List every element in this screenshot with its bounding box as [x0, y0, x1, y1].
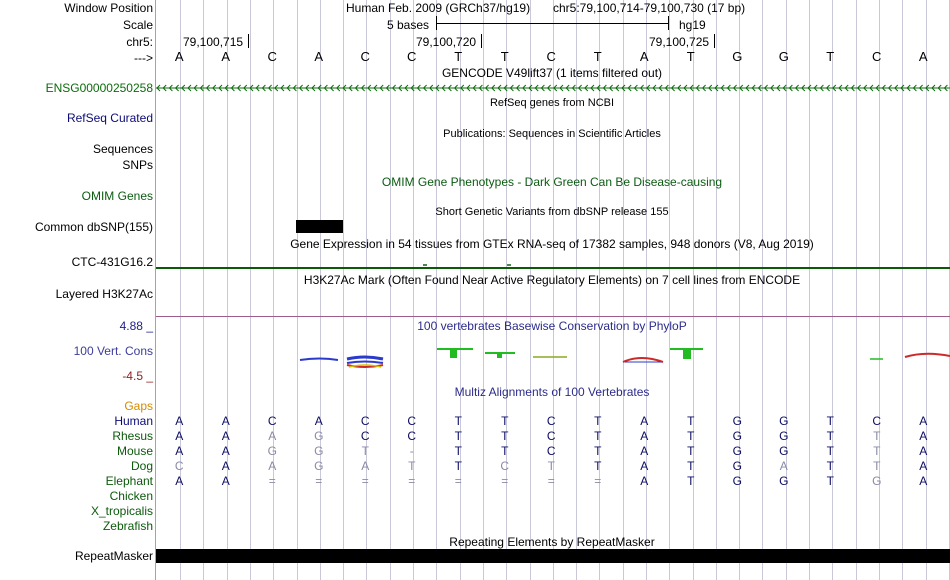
- cons-track-title: 100 vertebrates Basewise Conservation by PhyloP: [417, 319, 687, 333]
- cons-track-label[interactable]: 100 Vert. Cons: [73, 344, 153, 358]
- gtex-mark: [507, 264, 511, 266]
- scale-bar-right: [668, 16, 669, 30]
- aligned-base: G: [732, 414, 742, 428]
- aligned-base: A: [175, 429, 184, 443]
- aligned-base: A: [221, 474, 230, 488]
- sequence-base: T: [500, 49, 509, 64]
- aligned-base: T: [826, 474, 834, 488]
- gencode-track-title: GENCODE V49lift37 (1 items filtered out): [441, 66, 663, 80]
- repeatmasker-element[interactable]: [156, 549, 950, 563]
- sequence-base: T: [826, 49, 835, 64]
- gtex-track-title: Gene Expression in 54 tissues from GTEx RNA-seq of 17382 samples, 948 donors (V8, Aug 2019): [290, 237, 814, 251]
- chrom-label: chr5:: [126, 35, 153, 49]
- dbsnp-track-title: Short Genetic Variants from dbSNP release 155: [435, 206, 669, 218]
- pubs-sequences-label[interactable]: Sequences: [92, 142, 153, 156]
- aligned-base: A: [268, 429, 277, 443]
- position-text: chr5:79,100,714-79,100,730 (17 bp): [553, 1, 746, 15]
- tick-label-1: 79,100,715: [183, 35, 244, 49]
- tick-mark-1: [248, 34, 249, 48]
- sequence-base: A: [221, 49, 231, 64]
- gencode-item-label[interactable]: ENSG00000250258: [45, 81, 153, 95]
- aligned-base: C: [546, 444, 556, 458]
- aligned-base: G: [314, 429, 324, 443]
- aligned-base: A: [640, 429, 649, 443]
- aligned-base: C: [360, 414, 370, 428]
- sequence-base: A: [314, 49, 324, 64]
- aligned-base: A: [640, 474, 649, 488]
- aligned-base: T: [501, 429, 509, 443]
- tick-label-3: 79,100,725: [649, 35, 710, 49]
- aligned-base: =: [268, 474, 276, 488]
- aligned-base: T: [826, 414, 834, 428]
- aligned-base: A: [919, 474, 928, 488]
- aligned-base: -: [409, 444, 414, 458]
- omim-track-title: OMIM Gene Phenotypes - Dark Green Can Be Disease-causing: [381, 175, 723, 189]
- repeatmasker-track-title: Repeating Elements by RepeatMasker: [449, 535, 655, 549]
- omim-track-label[interactable]: OMIM Genes: [81, 189, 153, 203]
- species-label[interactable]: Mouse: [116, 444, 153, 458]
- aligned-base: =: [315, 474, 323, 488]
- aligned-base: C: [407, 429, 417, 443]
- aligned-base: C: [546, 414, 556, 428]
- scale-db: hg19: [679, 18, 706, 32]
- multiz-track-title: Multiz Alignments of 100 Vertebrates: [454, 385, 650, 399]
- h3k27ac-track-title: H3K27Ac Mark (Often Found Near Active Regulatory Elements) on 7 cell lines from ENCODE: [303, 273, 801, 287]
- aligned-base: =: [408, 474, 416, 488]
- species-label[interactable]: Chicken: [109, 489, 153, 503]
- aligned-base: G: [779, 414, 789, 428]
- aligned-base: G: [732, 429, 742, 443]
- gencode-gene-feature[interactable]: [155, 82, 950, 94]
- aligned-base: C: [267, 414, 277, 428]
- aligned-base: A: [175, 444, 184, 458]
- pubs-track-title: Publications: Sequences in Scientific Articles: [443, 128, 661, 140]
- aligned-base: =: [547, 474, 555, 488]
- refseq-track-title: RefSeq genes from NCBI: [489, 97, 615, 109]
- sequence-base: T: [686, 49, 695, 64]
- species-label[interactable]: Zebrafish: [102, 519, 153, 533]
- sequence-base: A: [639, 49, 649, 64]
- scale-bar: [436, 23, 669, 24]
- species-label[interactable]: X_tropicalis: [90, 504, 153, 518]
- aligned-base: G: [779, 429, 789, 443]
- aligned-base: T: [594, 444, 602, 458]
- sequence-base: C: [267, 49, 277, 64]
- aligned-base: T: [454, 459, 462, 473]
- aligned-base: C: [174, 459, 184, 473]
- aligned-base: A: [221, 429, 230, 443]
- gtex-gene-bar[interactable]: [155, 267, 950, 269]
- aligned-base: T: [826, 444, 834, 458]
- aligned-base: G: [732, 444, 742, 458]
- aligned-base: A: [221, 444, 230, 458]
- sequence-base: T: [454, 49, 463, 64]
- aligned-base: A: [640, 414, 649, 428]
- aligned-base: T: [501, 444, 509, 458]
- sequence-base: G: [778, 49, 789, 64]
- assembly-text: Human Feb. 2009 (GRCh37/hg19): [346, 1, 531, 15]
- scale-label: Scale: [122, 18, 153, 32]
- refseq-track-label[interactable]: RefSeq Curated: [66, 111, 153, 125]
- aligned-base: C: [500, 459, 510, 473]
- aligned-base: T: [361, 444, 369, 458]
- aligned-base: A: [919, 429, 928, 443]
- aligned-base: G: [732, 474, 742, 488]
- h3k27ac-baseline: [155, 316, 950, 317]
- cons-max-label: 4.88 _: [119, 319, 153, 333]
- aligned-base: C: [872, 414, 882, 428]
- aligned-base: A: [268, 459, 277, 473]
- aligned-base: C: [407, 414, 417, 428]
- aligned-base: G: [314, 444, 324, 458]
- sequence-base: C: [407, 49, 417, 64]
- aligned-base: G: [779, 444, 789, 458]
- aligned-base: T: [687, 474, 695, 488]
- sequence-base: A: [174, 49, 184, 64]
- aligned-base: T: [873, 459, 881, 473]
- aligned-base: T: [594, 429, 602, 443]
- sequence-base: A: [918, 49, 928, 64]
- aligned-base: T: [454, 414, 462, 428]
- gaps-label[interactable]: Gaps: [124, 399, 153, 413]
- tick-mark-2: [481, 34, 482, 48]
- aligned-base: A: [919, 414, 928, 428]
- window-position-label: Window Position: [64, 1, 153, 15]
- aligned-base: C: [546, 429, 556, 443]
- aligned-base: C: [360, 429, 370, 443]
- species-label[interactable]: Elephant: [105, 474, 153, 488]
- aligned-base: T: [687, 414, 695, 428]
- sequence-base: G: [732, 49, 743, 64]
- aligned-base: T: [873, 444, 881, 458]
- aligned-base: T: [826, 429, 834, 443]
- aligned-base: =: [454, 474, 462, 488]
- aligned-base: A: [221, 459, 230, 473]
- label-divider: [155, 0, 156, 580]
- sequence-base: T: [593, 49, 602, 64]
- pubs-snps-label[interactable]: SNPs: [122, 158, 153, 172]
- aligned-base: =: [501, 474, 509, 488]
- species-label[interactable]: Rhesus: [112, 429, 153, 443]
- aligned-base: G: [267, 444, 277, 458]
- dbsnp-variant[interactable]: [296, 220, 343, 233]
- strand-arrow-label: --->: [134, 51, 153, 65]
- aligned-base: A: [779, 459, 788, 473]
- sequence-base: C: [360, 49, 370, 64]
- aligned-base: A: [640, 444, 649, 458]
- aligned-base: A: [919, 444, 928, 458]
- aligned-base: A: [361, 459, 370, 473]
- aligned-base: =: [361, 474, 369, 488]
- gtex-gene-label[interactable]: CTC-431G16.2: [71, 255, 153, 269]
- aligned-base: T: [408, 459, 416, 473]
- h3k27ac-track-label[interactable]: Layered H3K27Ac: [55, 287, 153, 301]
- aligned-base: G: [779, 474, 789, 488]
- scale-text: 5 bases: [387, 18, 430, 32]
- aligned-base: A: [640, 459, 649, 473]
- aligned-base: A: [175, 474, 184, 488]
- aligned-base: G: [732, 459, 742, 473]
- species-label[interactable]: Human: [114, 414, 153, 428]
- repeatmasker-track-label[interactable]: RepeatMasker: [74, 549, 153, 563]
- aligned-base: G: [314, 459, 324, 473]
- aligned-base: T: [547, 459, 555, 473]
- aligned-base: T: [454, 444, 462, 458]
- aligned-base: A: [919, 459, 928, 473]
- aligned-base: T: [594, 414, 602, 428]
- sequence-base: C: [546, 49, 556, 64]
- dbsnp-track-label[interactable]: Common dbSNP(155): [34, 220, 153, 234]
- cons-min-label: -4.5 _: [122, 369, 153, 383]
- aligned-base: T: [454, 429, 462, 443]
- tick-label-2: 79,100,720: [416, 35, 477, 49]
- gtex-mark: [423, 264, 427, 266]
- aligned-base: T: [687, 429, 695, 443]
- tick-mark-3: [714, 34, 715, 48]
- aligned-base: =: [594, 474, 602, 488]
- aligned-base: T: [826, 459, 834, 473]
- aligned-base: T: [501, 414, 509, 428]
- aligned-base: T: [687, 459, 695, 473]
- aligned-base: T: [687, 444, 695, 458]
- species-label[interactable]: Dog: [130, 459, 153, 473]
- aligned-base: A: [221, 414, 230, 428]
- aligned-base: T: [594, 459, 602, 473]
- aligned-base: A: [314, 414, 323, 428]
- sequence-base: C: [872, 49, 882, 64]
- aligned-base: G: [872, 474, 882, 488]
- phylop-conservation-plot[interactable]: [155, 340, 950, 375]
- aligned-base: A: [175, 414, 184, 428]
- aligned-base: T: [873, 429, 881, 443]
